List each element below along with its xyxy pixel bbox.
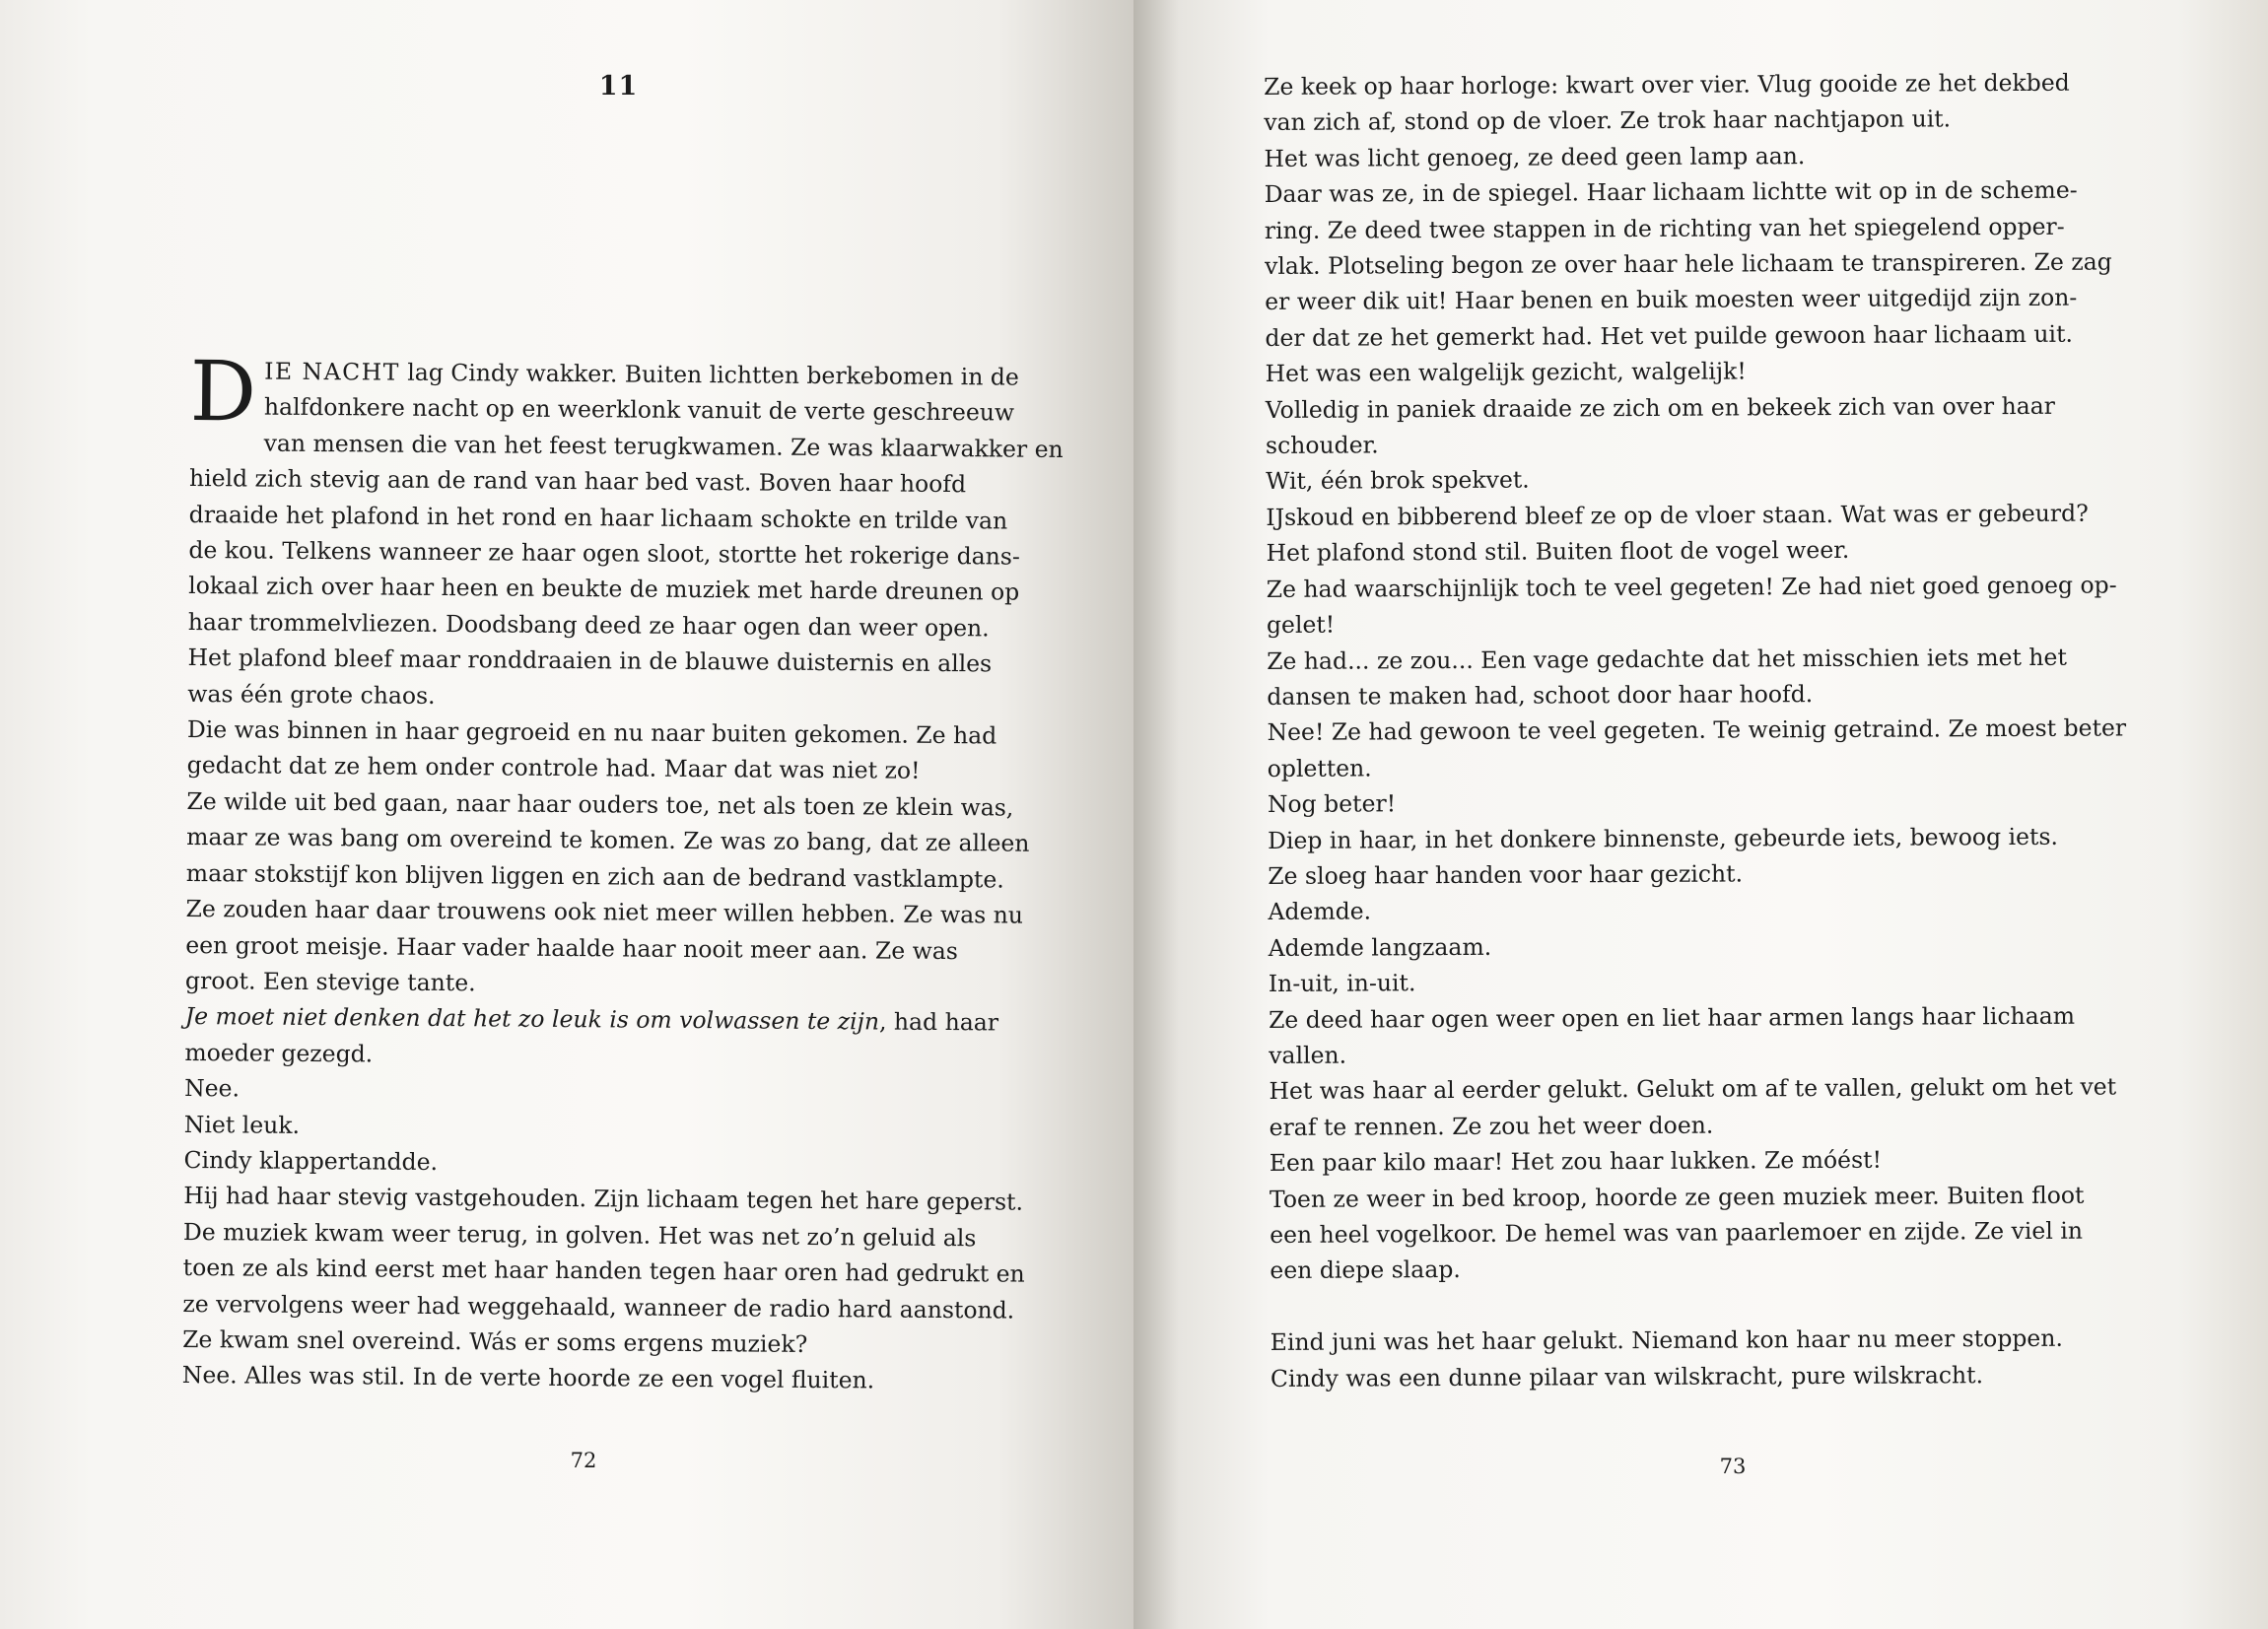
chapter-number: 11 [598, 71, 639, 102]
text-line: een heel vogelkoor. De hemel was van paarlemoer en zijde. Ze viel in [1270, 1216, 2084, 1249]
text-line: In-uit, in-uit. [1268, 969, 1416, 998]
text-line: opletten. [1267, 754, 1372, 782]
text-line: Diep in haar, in het donkere binnenste, gebeurde iets, bewoog iets. [1268, 822, 2059, 854]
text-line: Ze wilde uit bed gaan, naar haar ouders toe, net als toen ze klein was, [186, 786, 1014, 822]
text-line: Ze had waarschijnlijk toch te veel gegeten! Ze had niet goed genoeg op- [1266, 571, 2117, 603]
text-line: Eind juni was het haar gelukt. Niemand kon haar nu meer stoppen. [1270, 1324, 2063, 1357]
page-number-left: 72 [570, 1449, 597, 1472]
text-line: Nog beter! [1267, 789, 1397, 819]
section-break [1270, 1284, 2250, 1325]
text-line: Niet leuk. [183, 1110, 301, 1139]
text-line: vallen. [1269, 1041, 1347, 1069]
text-line: toen ze als kind eerst met haar handen tegen haar oren had gedrukt en [182, 1254, 1025, 1288]
drop-cap: D [189, 343, 257, 441]
text-line: IJskoud en bibberend bleef ze op de vloer staan. Wat was er gebeurd? [1266, 499, 2089, 531]
text-line: lokaal zich over haar heen en beukte de muziek met harde dreunen op [188, 572, 1020, 607]
right-page [1134, 0, 2268, 1629]
text-line: groot. Een stevige tante. [184, 966, 476, 997]
text-line: dansen te maken had, schoot door haar hoofd. [1267, 679, 1814, 711]
text-line: Ze kwam snel overeind. Wás er soms ergens muziek? [182, 1324, 808, 1358]
text-line: maar ze was bang om overeind te komen. Ze was zo bang, dat ze alleen [186, 823, 1030, 857]
text-line: draaide het plafond in het rond en haar lichaam schokte en trilde van [188, 500, 1008, 535]
text-line: gelet! [1266, 610, 1336, 640]
page-number-right: 73 [1719, 1455, 1747, 1478]
text-line: maar stokstijf kon blijven liggen en zich aan de bedrand vastklampte. [185, 858, 1004, 894]
text-line: ring. Ze deed twee stappen in de richting van het spiegelend opper- [1264, 212, 2065, 244]
quote-tail: , had haar [878, 1007, 999, 1037]
text-line: haar trommelvliezen. Doodsbang deed ze haar ogen dan weer open. [187, 607, 990, 643]
text-line: Ze deed haar ogen weer open en liet haar armen langs haar lichaam [1268, 1001, 2076, 1034]
text-line: Volledig in paniek draaide ze zich om en bekeek zich van over haar [1265, 391, 2056, 424]
text-line: Nee. [184, 1074, 241, 1103]
text-line: Het was licht genoeg, ze deed geen lamp aan. [1264, 141, 1806, 172]
text-line: eraf te rennen. Ze zou het weer doen. [1269, 1111, 1714, 1141]
right-page-body [1264, 64, 2251, 1396]
text-line: een diepe slaap. [1270, 1256, 1461, 1285]
text-line: er weer dik uit! Haar benen en buik moesten weer uitgedijd zijn zon- [1265, 284, 2078, 316]
text-line: van zich af, stond op de vloer. Ze trok haar nachtjapon uit. [1264, 104, 1952, 137]
text-line: lag Cindy wakker. Buiten lichtten berkebomen in de [399, 358, 1019, 391]
text-line: gedacht dat ze hem onder controle had. Maar dat was niet zo! [186, 751, 921, 785]
small-caps-opening: IE NACHT [264, 357, 400, 386]
text-line: De muziek kwam weer terug, in golven. Het was net zo’n geluid als [182, 1217, 977, 1253]
text-line: Het plafond stond stil. Buiten floot de vogel weer. [1266, 536, 1850, 568]
text-line: ze vervolgens weer had weggehaald, wanneer de radio hard aanstond. [182, 1289, 1015, 1324]
left-page-body [181, 343, 1064, 1400]
text-line: Die was binnen in haar gegroeid en nu naar buiten gekomen. Ze had [186, 715, 997, 750]
text-line: Cindy klappertandde. [183, 1145, 439, 1176]
text-line: Ze keek op haar horloge: kwart over vier. Vlug gooide ze het dekbed [1264, 68, 2070, 101]
text-line: Ademde langzaam. [1268, 932, 1492, 962]
text-line: schouder. [1265, 431, 1379, 460]
text-line: was één grote chaos. [187, 679, 436, 710]
text-line: Toen ze weer in bed kroop, hoorde ze geen muziek meer. Buiten floot [1269, 1181, 2085, 1213]
text-line: een groot meisje. Haar vader haalde haar nooit meer aan. Ze was [185, 930, 958, 965]
text-line: de kou. Telkens wanneer ze haar ogen sloot, stortte het rokerige dans- [188, 536, 1020, 571]
text-line: der dat ze het gemerkt had. Het vet puilde gewoon haar lichaam uit. [1265, 319, 2074, 352]
text-line: Een paar kilo maar! Het zou haar lukken. Ze móést! [1269, 1145, 1883, 1178]
text-line: Nee! Ze had gewoon te veel gegeten. Te weinig getraind. Ze moest beter [1267, 713, 2127, 747]
text-line: Nee. Alles was stil. In de verte hoorde ze een vogel fluiten. [181, 1361, 875, 1394]
text-line: Hij had haar stevig vastgehouden. Zijn lichaam tegen het hare geperst. [183, 1182, 1024, 1217]
text-line: Cindy was een dunne pilaar van wilskracht, pure wilskracht. [1270, 1360, 1984, 1392]
text-line: moeder gezegd. [184, 1038, 374, 1068]
text-line: van mensen die van het feest terugkwamen. Ze was klaarwakker en [263, 429, 1064, 463]
text-line: hield zich stevig aan de rand van haar bed vast. Boven haar hoofd [188, 464, 967, 499]
text-line: halfdonkere nacht op en weerklonk vanuit de verte geschreeuw [263, 392, 1015, 427]
text-line: Het was haar al eerder gelukt. Gelukt om af te vallen, gelukt om het vet [1269, 1072, 2117, 1106]
text-line: Wit, één brok spekvet. [1266, 466, 1530, 496]
text-line: Ze had... ze zou... Een vage gedachte dat het misschien iets met het [1267, 643, 2067, 675]
text-line: Ademde. [1268, 897, 1372, 926]
italic-quote: Je moet niet denken dat het zo leuk is om volwassen te zijn [184, 1002, 880, 1036]
text-line: vlak. Plotseling begon ze over haar hele lichaam te transpireren. Ze zag [1264, 247, 2112, 281]
text-line: Daar was ze, in de spiegel. Haar lichaam lichtte wit op in de scheme- [1264, 175, 2078, 209]
text-line: Ze sloeg haar handen voor haar gezicht. [1268, 859, 1744, 890]
text-line: Ze zouden haar daar trouwens ook niet meer willen hebben. Ze was nu [185, 895, 1024, 929]
text-line: Het plafond bleef maar ronddraaien in de blauwe duisternis en alles [187, 644, 993, 678]
text-line: Het was een walgelijk gezicht, walgelijk! [1265, 357, 1747, 388]
